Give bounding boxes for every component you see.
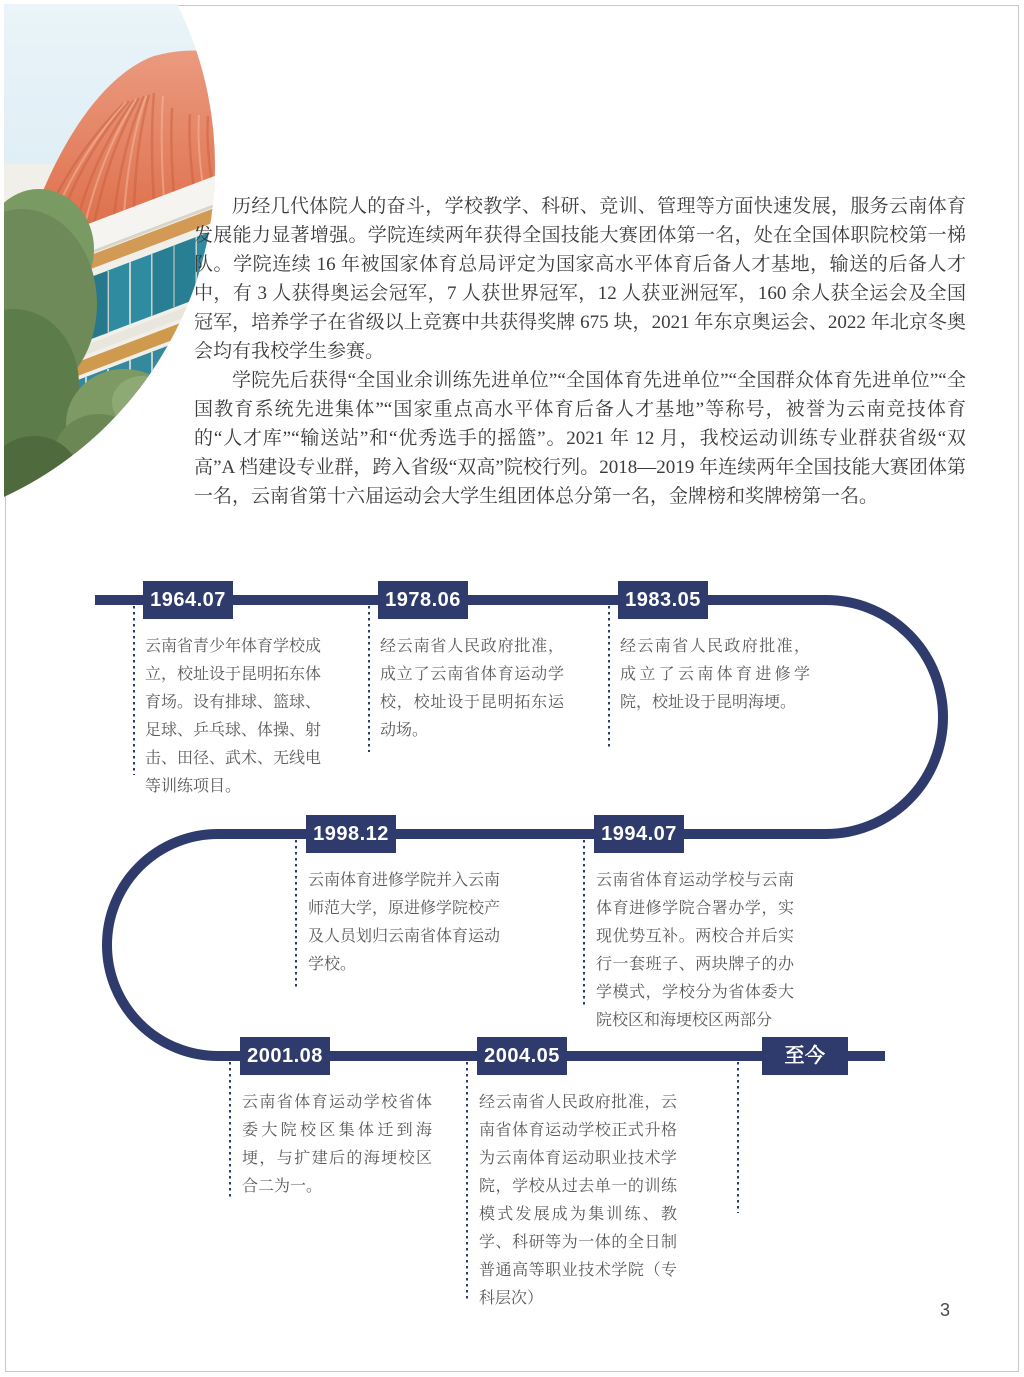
timeline-event-text: 云南省体育运动学校省体委大院校区集体迁到海埂，与扩建后的海埂校区合二为一。 [242,1094,432,1195]
timeline-dash [295,840,297,988]
timeline-date-box [378,581,468,619]
timeline-dash [466,1062,468,1302]
timeline-date: 1998.12 [313,823,389,845]
timeline-date: 1983.05 [625,589,701,611]
timeline-date-box [762,1037,848,1075]
timeline-event-text: 经云南省人民政府批准，成立了云南省体育运动学校，校址设于昆明拓东运动场。 [380,638,564,739]
timeline-dash [737,1062,739,1213]
timeline-event-text: 云南体育进修学院并入云南师范大学，原进修学院校产及人员划归云南省体育运动学校。 [308,872,501,973]
timeline-date-box [306,815,396,853]
timeline-event-text: 云南省体育运动学校与云南体育进修学院合署办学，实现优势互补。两校合并后实行一套班子、两块牌子的办学模式，学校分为省体委大院校区和海埂校区两部分 [596,872,794,1029]
timeline-event-text: 经云南省人民政府批准，成立了云南体育进修学院，校址设于昆明海埂。 [620,638,810,711]
timeline-date: 至今 [784,1045,826,1067]
timeline-date: 1978.06 [385,589,461,611]
timeline-date-box [594,815,684,853]
timeline-date: 1994.07 [601,823,677,845]
page-number: 3 [939,1300,950,1320]
timeline-date-box [240,1037,330,1075]
intro-paragraph-1: 历经几代体院人的奋斗，学校教学、科研、竞训、管理等方面快速发展，服务云南体育发展能力显著增强。学院连续两年获得全国技能大赛团体第一名，处在全国体职院校第一梯队。学院连续 16 年被国家体育总局评定为国家高水平体育后备人才基地，输送的后备人才中，有 3 人获得奥运会冠军，7 人获世界冠军，12 人获亚洲冠军，160 余人获全运会及全国冠军，培养学子在省级以上竞赛中共获得奖牌 675 块，2021 年东京奥运会、2022 年北京冬奥会均有我校学生参赛。 [194,196,966,362]
timeline-dash [229,1062,231,1198]
timeline-date-box [143,581,233,619]
timeline-date-box [477,1037,567,1075]
timeline-date-box [618,581,708,619]
timeline-date: 1964.07 [150,589,226,611]
timeline-dash [608,606,610,748]
timeline-dash [368,606,370,752]
timeline-dash [583,840,585,1008]
timeline-event-text: 云南省青少年体育学校成立，校址设于昆明拓东体育场。设有排球、篮球、足球、乒乓球、体操、射击、田径、武术、无线电等训练项目。 [145,638,322,795]
timeline-dash [133,606,135,775]
intro-paragraph-2: 学院先后获得“全国业余训练先进单位”“全国体育先进单位”“全国群众体育先进单位”“全国教育系统先进集体”“国家重点高水平体育后备人才基地”等称号，被誉为云南竞技体育的“人才库”“输送站”和“优秀选手的摇篮”。2021 年 12 月，我校运动训练专业群获省级“双高”A 档建设专业群，跨入省级“双高”院校行列。2018—2019 年连续两年全国技能大赛团体第一名，云南省第十六届运动会大学生组团体总分第一名，金牌榜和奖牌榜第一名。 [194,370,966,507]
timeline-event-text: 经云南省人民政府批准，云南省体育运动学校正式升格为云南体育运动职业技术学院，学校从过去单一的训练模式发展成为集训练、教学、科研等为一体的全日制普通高等职业技术学院（专科层次） [479,1094,677,1307]
timeline-date: 2004.05 [484,1045,560,1067]
timeline-date: 2001.08 [247,1045,323,1067]
